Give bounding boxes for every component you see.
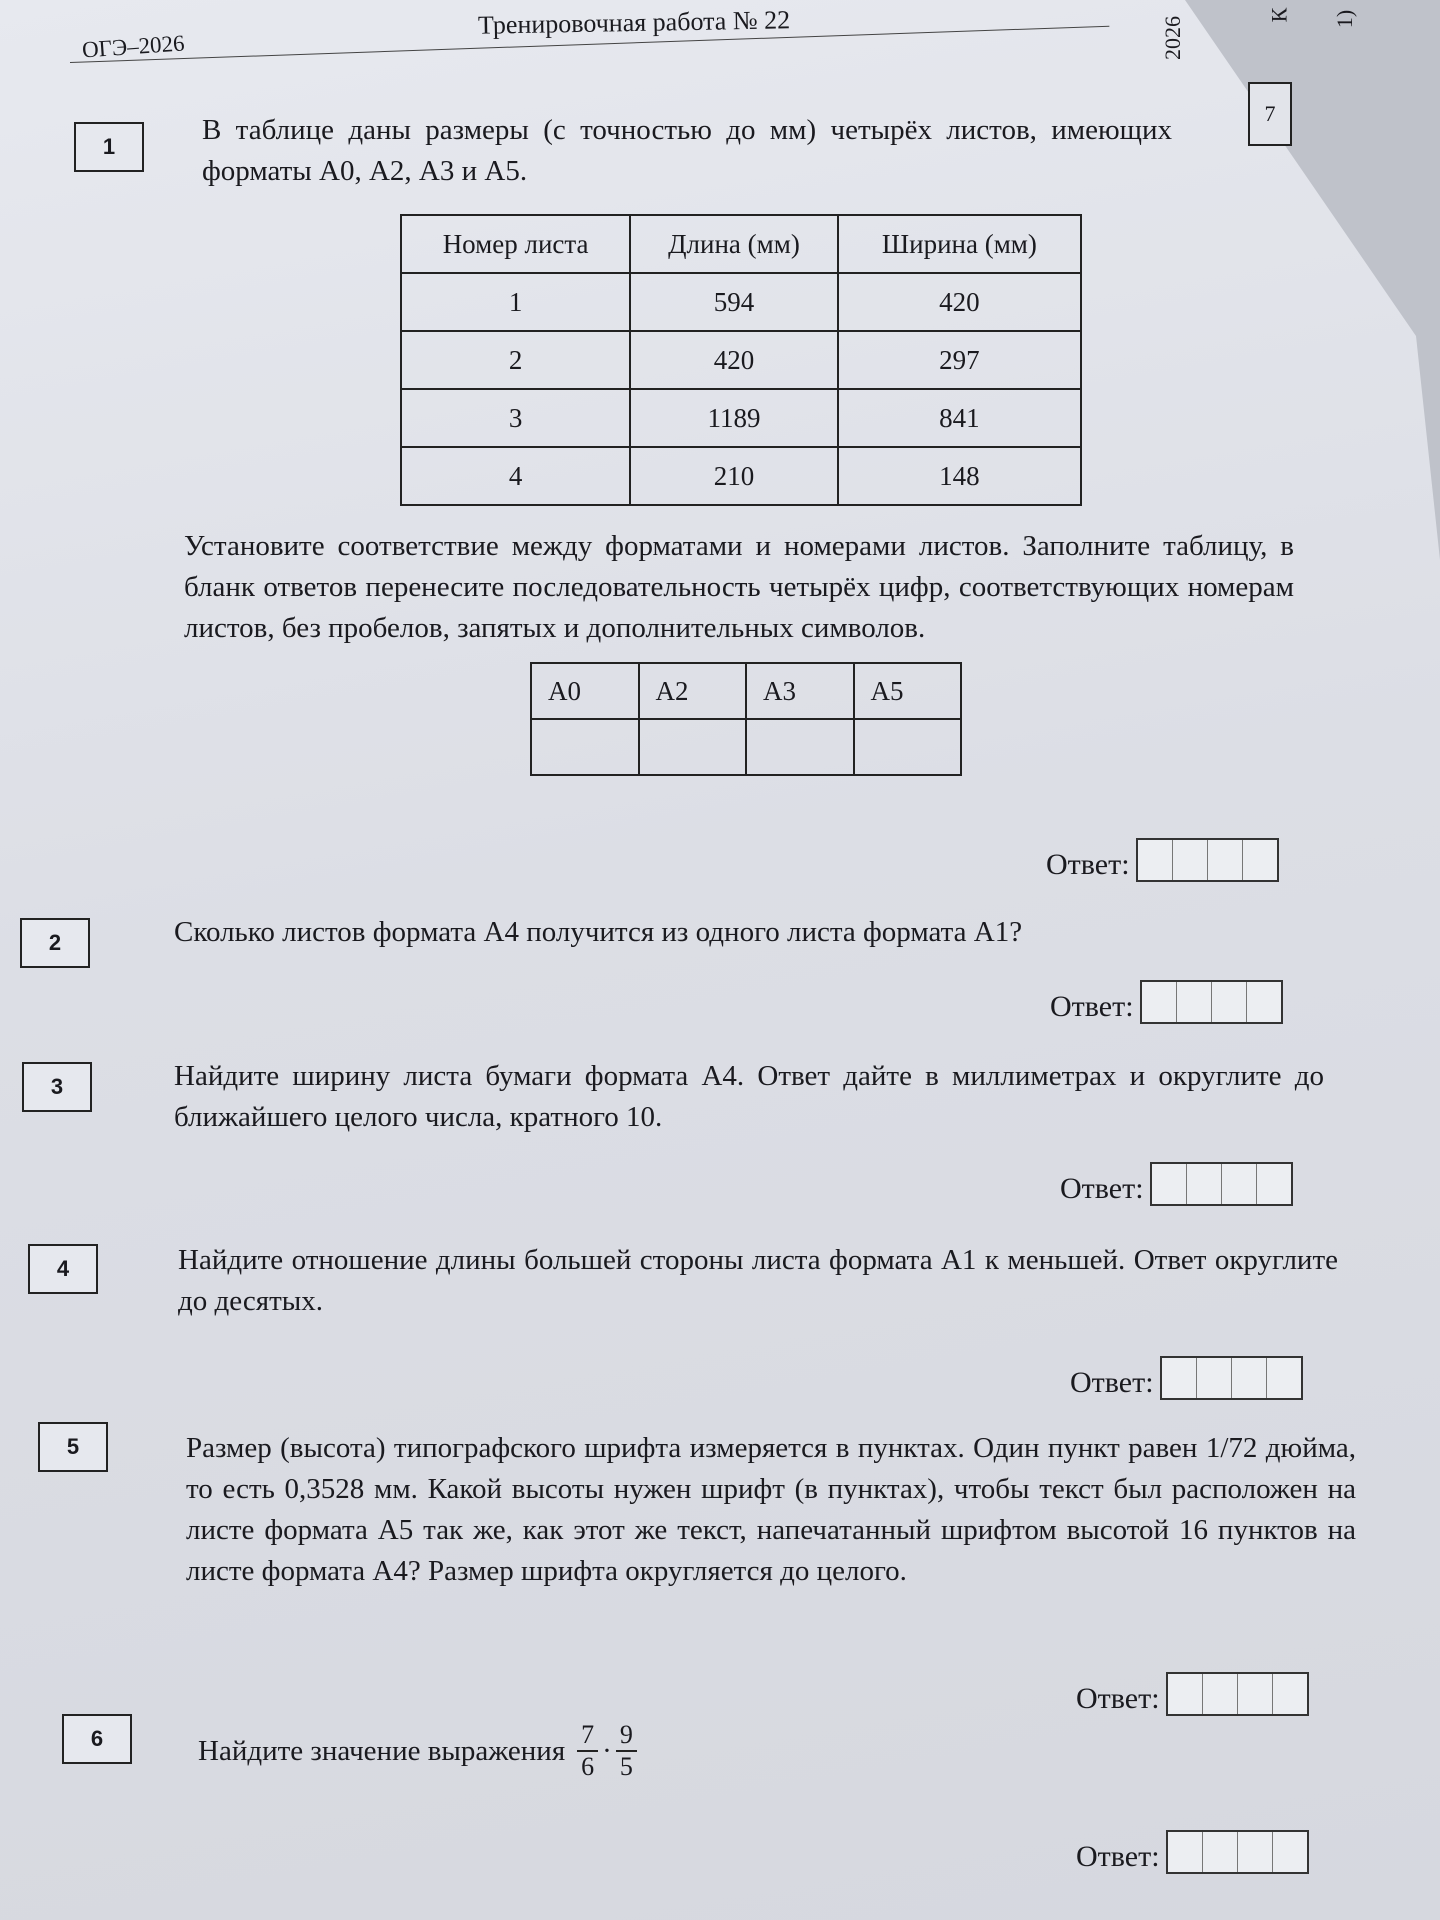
table-header: Номер листа	[401, 215, 630, 273]
work-title: Тренировочная работа № 22	[477, 5, 791, 40]
table-cell: 210	[630, 447, 838, 505]
table-cell: 3	[401, 389, 630, 447]
format-header: А2	[639, 663, 747, 719]
exam-label: ОГЭ–2026	[81, 30, 186, 63]
format-match-table	[530, 662, 962, 776]
format-header: А5	[854, 663, 962, 719]
question-number-3: 3	[22, 1062, 92, 1112]
fraction-numerator: 9	[616, 1720, 637, 1752]
question-6-prompt: Найдите значение выражения	[198, 1734, 566, 1767]
format-answer-cell[interactable]	[746, 719, 854, 775]
table-row	[401, 273, 1081, 331]
format-answer-cell[interactable]	[639, 719, 747, 775]
table-row	[401, 331, 1081, 389]
question-4-text: Найдите отношение длины большей стороны листа формата А1 к меньшей. Ответ округлите до десятых.	[178, 1244, 1338, 1317]
table-cell: 1	[401, 273, 630, 331]
question-number-2: 2	[20, 918, 90, 968]
answer-field-6	[1076, 1830, 1309, 1874]
table-cell: 2	[401, 331, 630, 389]
answer-cells[interactable]	[1166, 1830, 1309, 1874]
answer-cells[interactable]	[1136, 838, 1279, 882]
table-cell: 594	[630, 273, 838, 331]
table-cell: 841	[838, 389, 1081, 447]
table-cell: 4	[401, 447, 630, 505]
table-header: Ширина (мм)	[838, 215, 1081, 273]
multiply-sign: ·	[602, 1734, 612, 1767]
question-number-1: 1	[74, 122, 144, 172]
side-page-question-number: 7	[1248, 82, 1292, 146]
question-number-6: 6	[62, 1714, 132, 1764]
answer-label: Ответ:	[1070, 1366, 1154, 1399]
question-5-text: Размер (высота) типографского шрифта измеряется в пунктах. Один пункт равен 1/72 дюйма, то есть 0,3528 мм. Какой высоты нужен шрифт (в пунктах), чтобы текст был расположен на листе формата А5 так же, как этот же текст, напечатанный шрифтом высотой 16 пунктов на листе формата А4? Размер шрифта округляется до целого.	[186, 1432, 1356, 1587]
answer-field-1	[1046, 838, 1279, 882]
side-page-year: 2026	[1160, 16, 1185, 60]
fraction-first	[577, 1720, 598, 1782]
answer-label: Ответ:	[1060, 1172, 1144, 1205]
question-3-text: Найдите ширину листа бумаги формата А4. Ответ дайте в миллиметрах и округлите до ближайшего целого числа, кратного 10.	[174, 1060, 1324, 1133]
format-answer-cell[interactable]	[854, 719, 962, 775]
table-row	[401, 447, 1081, 505]
answer-cells[interactable]	[1140, 980, 1283, 1024]
answer-label: Ответ:	[1050, 990, 1134, 1023]
question-1-instruction: Установите соответствие между форматами и номерами листов. Заполните таблицу, в бланк ответов перенесите последовательность четырёх цифр, соответствующих номерам листов, без пробелов, запятых и дополнительных символов.	[184, 530, 1294, 644]
format-header: А3	[746, 663, 854, 719]
question-number-5: 5	[38, 1422, 108, 1472]
table-cell: 420	[630, 331, 838, 389]
table-cell: 420	[838, 273, 1081, 331]
table-row	[401, 389, 1081, 447]
side-page-item: 1)	[1332, 9, 1358, 29]
question-2-text: Сколько листов формата А4 получится из одного листа формата А1?	[174, 916, 1023, 948]
table-header: Длина (мм)	[630, 215, 838, 273]
answer-label: Ответ:	[1076, 1840, 1160, 1873]
table-cell: 148	[838, 447, 1081, 505]
answer-cells[interactable]	[1160, 1356, 1303, 1400]
answer-field-5	[1076, 1672, 1309, 1716]
format-header: А0	[531, 663, 639, 719]
answer-field-3	[1060, 1162, 1293, 1206]
question-number-4: 4	[28, 1244, 98, 1294]
answer-field-2	[1050, 980, 1283, 1024]
answer-cells[interactable]	[1166, 1672, 1309, 1716]
answer-field-4	[1070, 1356, 1303, 1400]
question-6-text	[198, 1720, 898, 1782]
fraction-numerator: 7	[577, 1720, 598, 1752]
table-cell: 297	[838, 331, 1081, 389]
table-cell: 1189	[630, 389, 838, 447]
answer-label: Ответ:	[1076, 1682, 1160, 1715]
side-page-letter: К	[1266, 7, 1292, 23]
sheet-size-table	[400, 214, 1082, 506]
question-1-text: В таблице даны размеры (с точностью до мм) четырёх листов, имеющих форматы А0, А2, А3 и А5.	[202, 114, 1172, 187]
answer-label: Ответ:	[1046, 848, 1130, 881]
fraction-second	[616, 1720, 637, 1782]
fraction-denominator: 5	[619, 1752, 633, 1781]
fraction-denominator: 6	[581, 1752, 595, 1781]
answer-cells[interactable]	[1150, 1162, 1293, 1206]
format-answer-cell[interactable]	[531, 719, 639, 775]
